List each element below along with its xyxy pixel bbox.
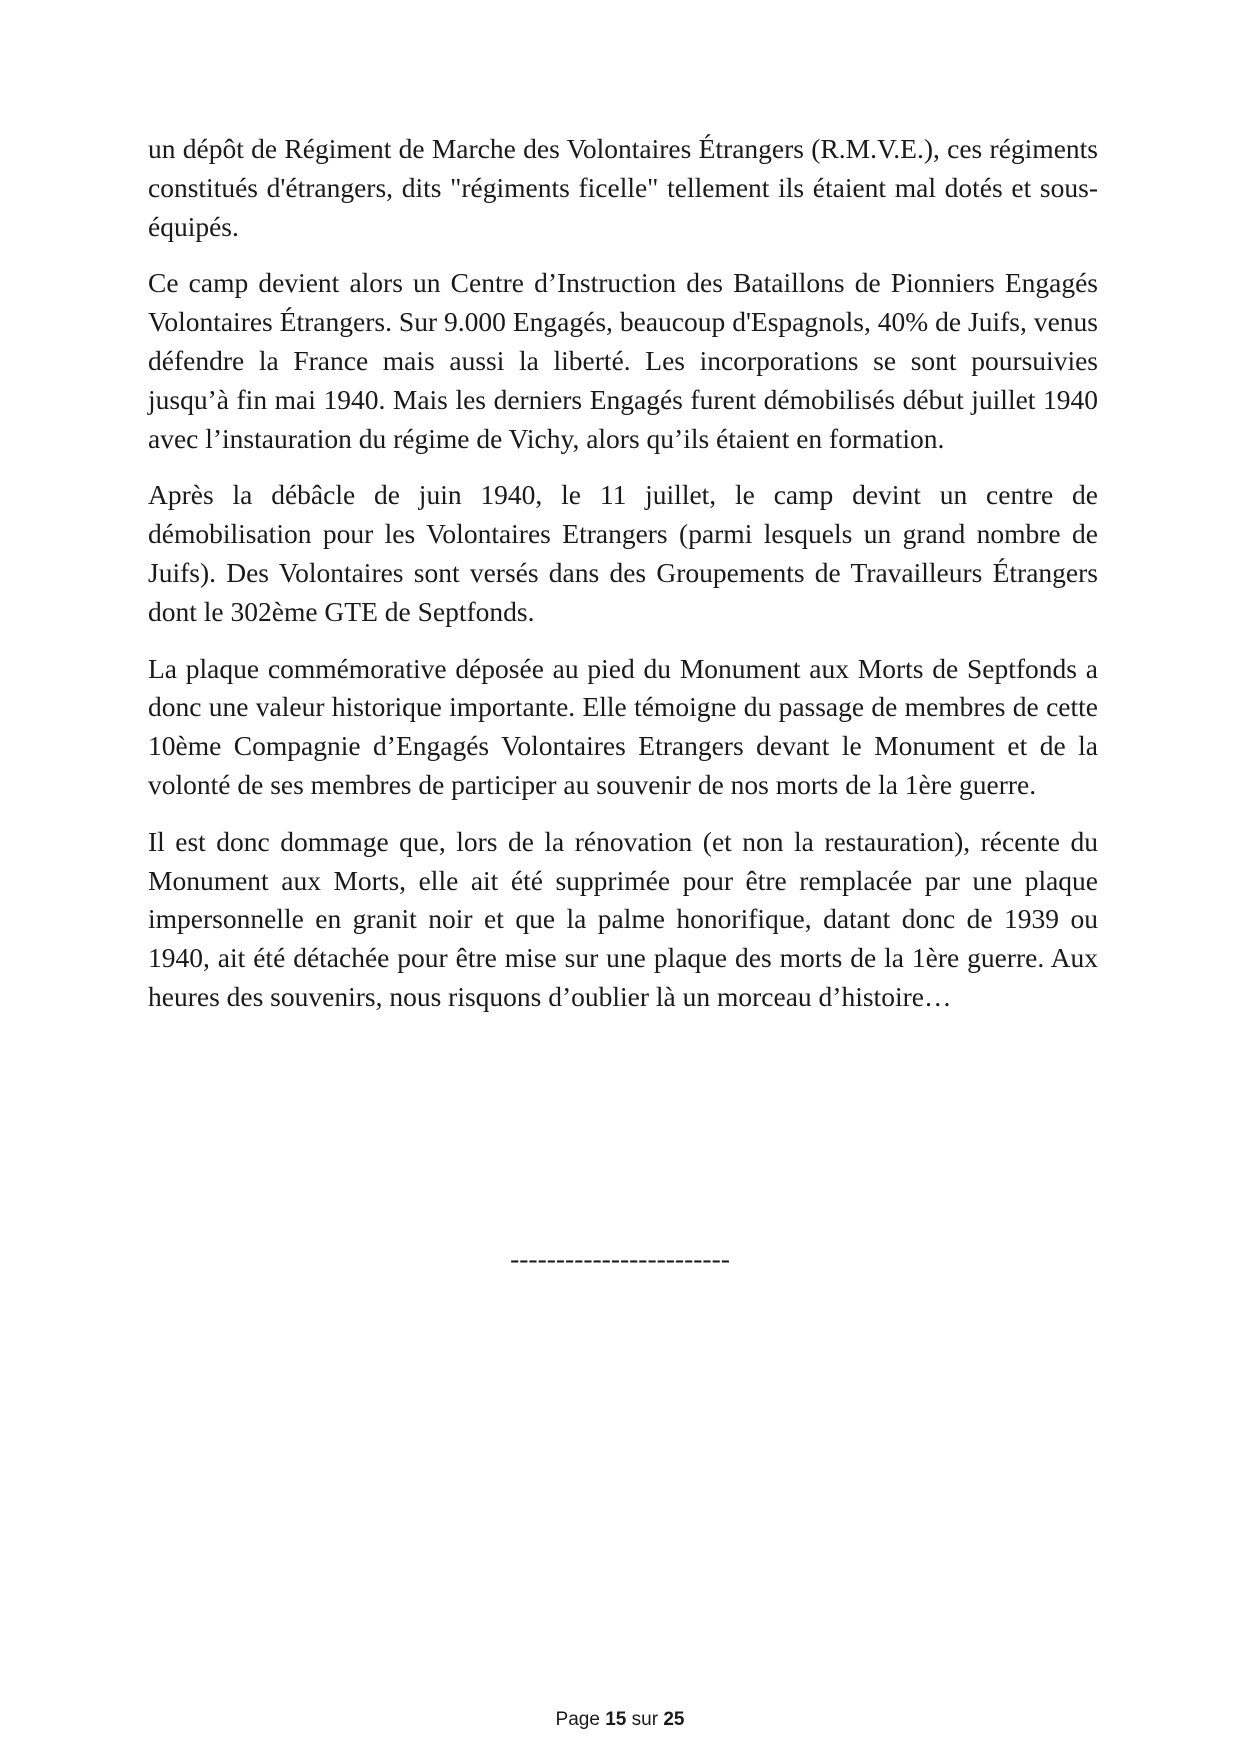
footer-sur-label: sur (631, 1709, 659, 1730)
footer-page-label: Page (555, 1709, 600, 1730)
paragraph-demobilisation: Après la débâcle de juin 1940, le 11 juillet, le camp devint un centre de démobilisation pour les Volontaires Etrangers (parmi lesquels un grand nombre de Juifs). Des Volontaires sont versés dans des Groupements de Travailleurs Étrangers dont le 302ème GTE de Septfonds. (148, 479, 1098, 627)
footer-total-pages: 25 (663, 1709, 685, 1730)
paragraph-rmve: un dépôt de Régiment de Marche des Volontaires Étrangers (R.M.V.E.), ces régiments constitués d'étrangers, dits "régiments ficelle" tellement ils étaient mal dotés et sous-équipés. (148, 133, 1098, 242)
document-body (148, 130, 1098, 1035)
section-separator: ------------------------ (510, 1243, 730, 1274)
paragraph-plaque: La plaque commémorative déposée au pied du Monument aux Morts de Septfonds a donc une valeur historique importante. Elle témoigne du passage de membres de cette 10ème Compagnie d’Engagés Volontaires Etrangers devant le Monument et de la volonté de ses membres de participer au souvenir de nos morts de la 1ère guerre. (148, 652, 1098, 800)
page-footer (0, 1709, 1240, 1731)
paragraph-centre-instruction: Ce camp devient alors un Centre d’Instruction des Bataillons de Pionniers Engagés Volontaires Étrangers. Sur 9.000 Engagés, beaucoup d'Espagnols, 40% de Juifs, venus défendre la France mais aussi la liberté. Les incorporations se sont poursuivies jusqu’à fin mai 1940. Mais les derniers Engagés furent démobilisés début juillet 1940 avec l’instauration du régime de Vichy, alors qu’ils étaient en formation. (148, 267, 1098, 454)
footer-current-page: 15 (605, 1709, 627, 1730)
paragraph-renovation: Il est donc dommage que, lors de la rénovation (et non la restauration), récente du Monument aux Morts, elle ait été supprimée pour être remplacée par une plaque impersonnelle en granit noir et que la palme honorifique, datant donc de 1939 ou 1940, ait été détachée pour être mise sur une plaque des morts de la 1ère guerre. Aux heures des souvenirs, nous risquons d’oublier là un morceau d’histoire… (148, 825, 1098, 1012)
